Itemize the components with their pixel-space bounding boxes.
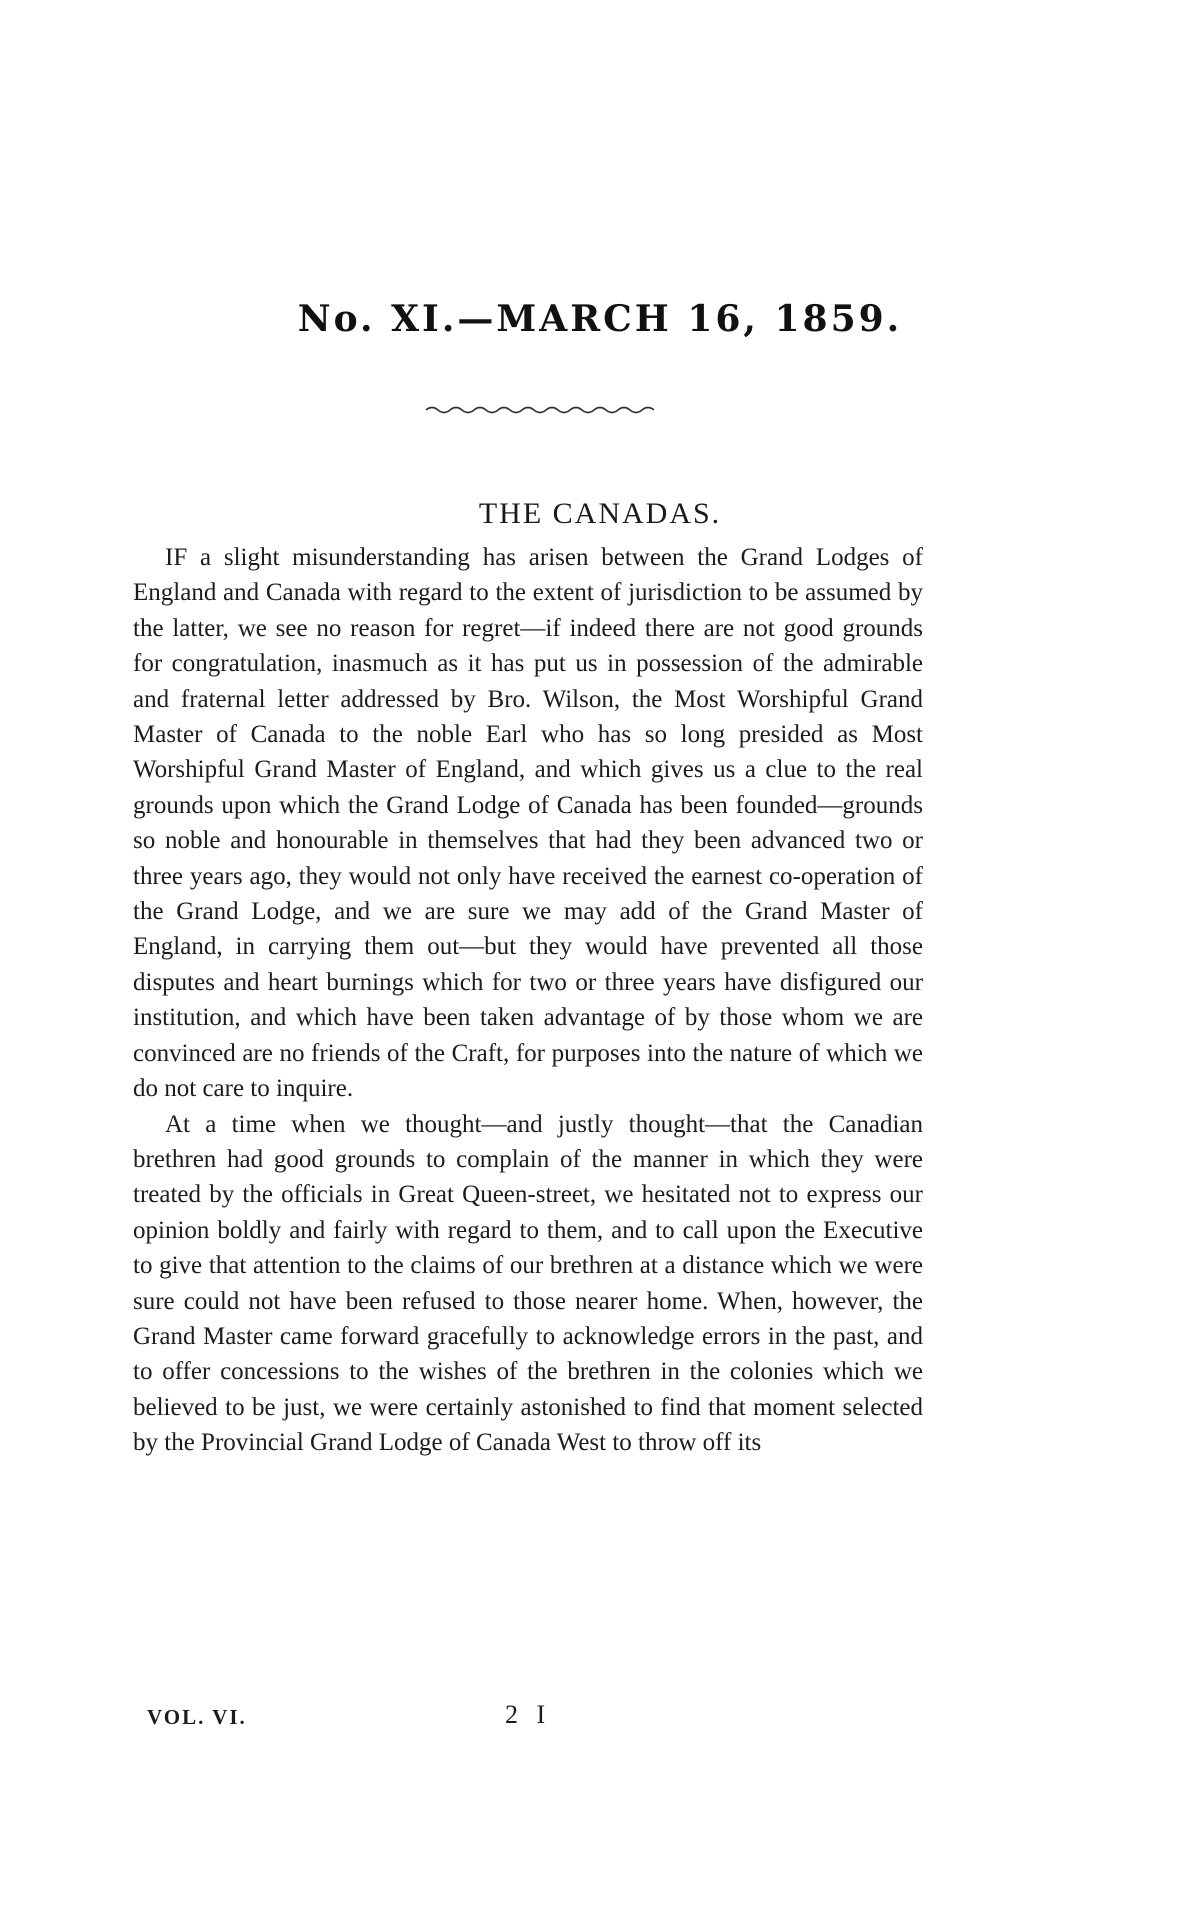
article-title: THE CANADAS. bbox=[478, 497, 722, 530]
issue-heading: No. XI.—MARCH 16, 1859. bbox=[297, 298, 903, 340]
article-body bbox=[133, 540, 923, 1461]
signature-mark: 2 I bbox=[505, 1700, 552, 1729]
paragraph-2: At a time when we thought—and justly thought—that the Canadian brethren had good grounds to complain of the manner in which they were treated by the officials in Great Queen-street, we hesitated not to express our opinion boldly and fairly with regard to them, and to call upon the Executive to give that attention to the claims of our brethren at a distance which we were sure could not have been refused to those nearer home. When, however, the Grand Master came forward gracefully to acknowledge errors in the past, and to offer concessions to the wishes of the brethren in the colonies which we believed to be just, we were certainly astonished to find that moment selected by the Provincial Grand Lodge of Canada West to throw off its bbox=[133, 1110, 923, 1457]
ornament-rule bbox=[424, 402, 654, 418]
paragraph-1: IF a slight misunderstanding has arisen between the Grand Lodges of England and Canada with regard to the extent of jurisdiction to be assumed by the latter, we see no reason for regret—if indeed there are not good grounds for congratulation, inasmuch as it has put us in possession of the admirable and fraternal letter addressed by Bro. Wilson, the Most Worshipful Grand Master of Canada to the noble Earl who has so long presided as Most Worshipful Grand Master of England, and which gives us a clue to the real grounds upon which the Grand Lodge of Canada has been founded—grounds so noble and honourable in themselves that had they been advanced two or three years ago, they would not only have received the earnest co-operation of the Grand Lodge, and we are sure we may add of the Grand Master of England, in carrying them out—but they would have prevented all those disputes and heart burnings which for two or three years have disfigured our institution, and which have been taken advantage of by those whom we are convinced are no friends of the Craft, for purposes into the nature of which we do not care to inquire. bbox=[133, 544, 923, 1103]
volume-marker: VOL. VI. bbox=[147, 1705, 247, 1729]
